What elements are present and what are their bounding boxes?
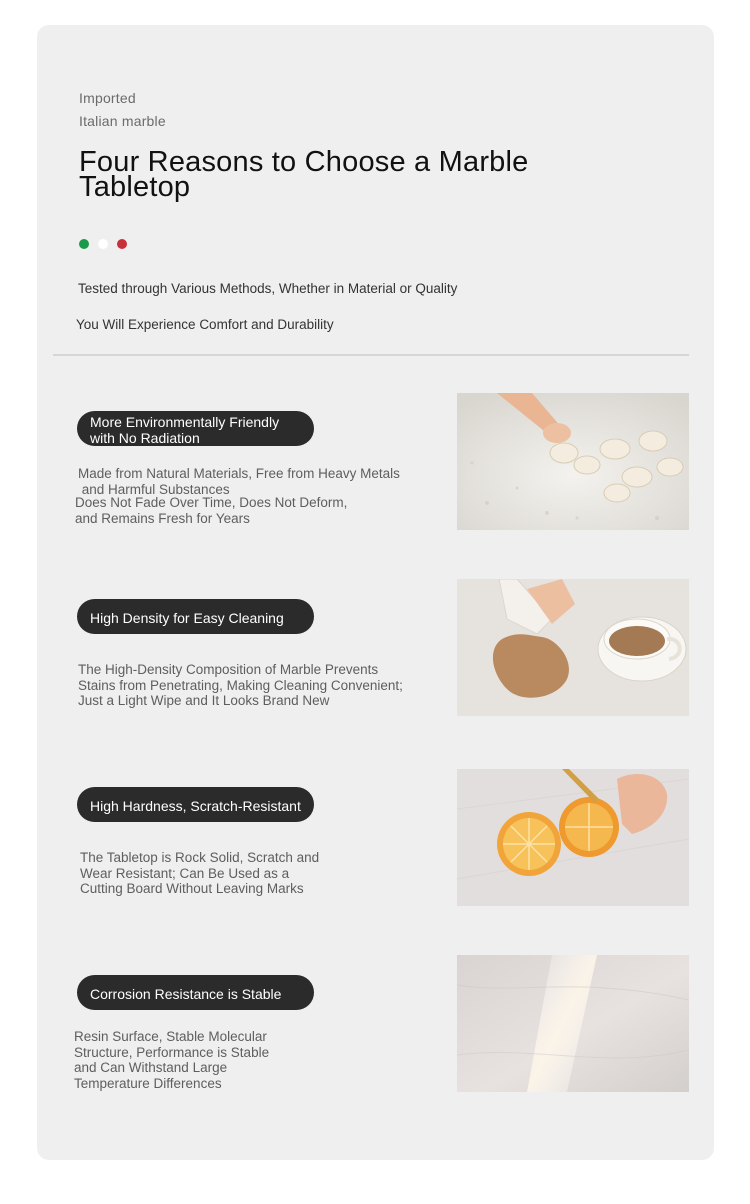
description-line: The High-Density Composition of Marble Prevents <box>78 662 379 677</box>
feature-label-hardness: High Hardness, Scratch-Resistant <box>77 787 314 822</box>
description-line: Just a Light Wipe and It Looks Brand New <box>78 693 330 708</box>
feature-description-environmental <box>75 466 400 526</box>
italian-flag-dots <box>79 239 127 249</box>
description-line: and Can Withstand Large <box>74 1060 228 1075</box>
description-line: and Remains Fresh for Years <box>75 510 250 526</box>
description-line: Stains from Penetrating, Making Cleaning Convenient; <box>78 677 403 693</box>
intro-line-comfort: You Will Experience Comfort and Durability <box>76 317 334 332</box>
feature-label-corrosion: Corrosion Resistance is Stable <box>77 975 314 1010</box>
description-line: Temperature Differences <box>74 1075 222 1091</box>
green-dot <box>79 239 89 249</box>
description-line: Does Not Fade Over Time, Does Not Deform, <box>75 495 348 510</box>
description-line: Structure, Performance is Stable <box>74 1044 270 1060</box>
feature-description-cleaning <box>78 662 403 709</box>
eyebrow-italian-marble: Italian marble <box>79 113 166 129</box>
coffee-spill-wipe-image <box>457 579 689 716</box>
description-line: Cutting Board Without Leaving Marks <box>80 881 304 896</box>
feature-description-corrosion <box>74 1029 269 1091</box>
description-line: Made from Natural Materials, Free from Heavy Metals <box>78 466 400 481</box>
flour-dumplings-image <box>457 393 689 530</box>
section-divider <box>53 354 689 356</box>
description-line: The Tabletop is Rock Solid, Scratch and <box>80 850 320 865</box>
feature-label-cleaning: High Density for Easy Cleaning <box>77 599 314 634</box>
page-title: Four Reasons to Choose a Marble Tabletop <box>79 146 529 203</box>
intro-line-quality: Tested through Various Methods, Whether in Material or Quality <box>78 281 458 296</box>
red-dot <box>117 239 127 249</box>
description-line: Resin Surface, Stable Molecular <box>74 1029 267 1044</box>
feature-label-environmental: More Environmentally Friendly with No Radiation <box>77 411 314 446</box>
description-line: and Harmful Substances <box>78 481 230 497</box>
marble-surface-light-image <box>457 955 689 1092</box>
orange-cutting-image <box>457 769 689 906</box>
white-dot <box>98 239 108 249</box>
eyebrow-imported: Imported <box>79 90 136 106</box>
feature-description-hardness <box>80 850 319 897</box>
description-line: Wear Resistant; Can Be Used as a <box>80 865 290 881</box>
